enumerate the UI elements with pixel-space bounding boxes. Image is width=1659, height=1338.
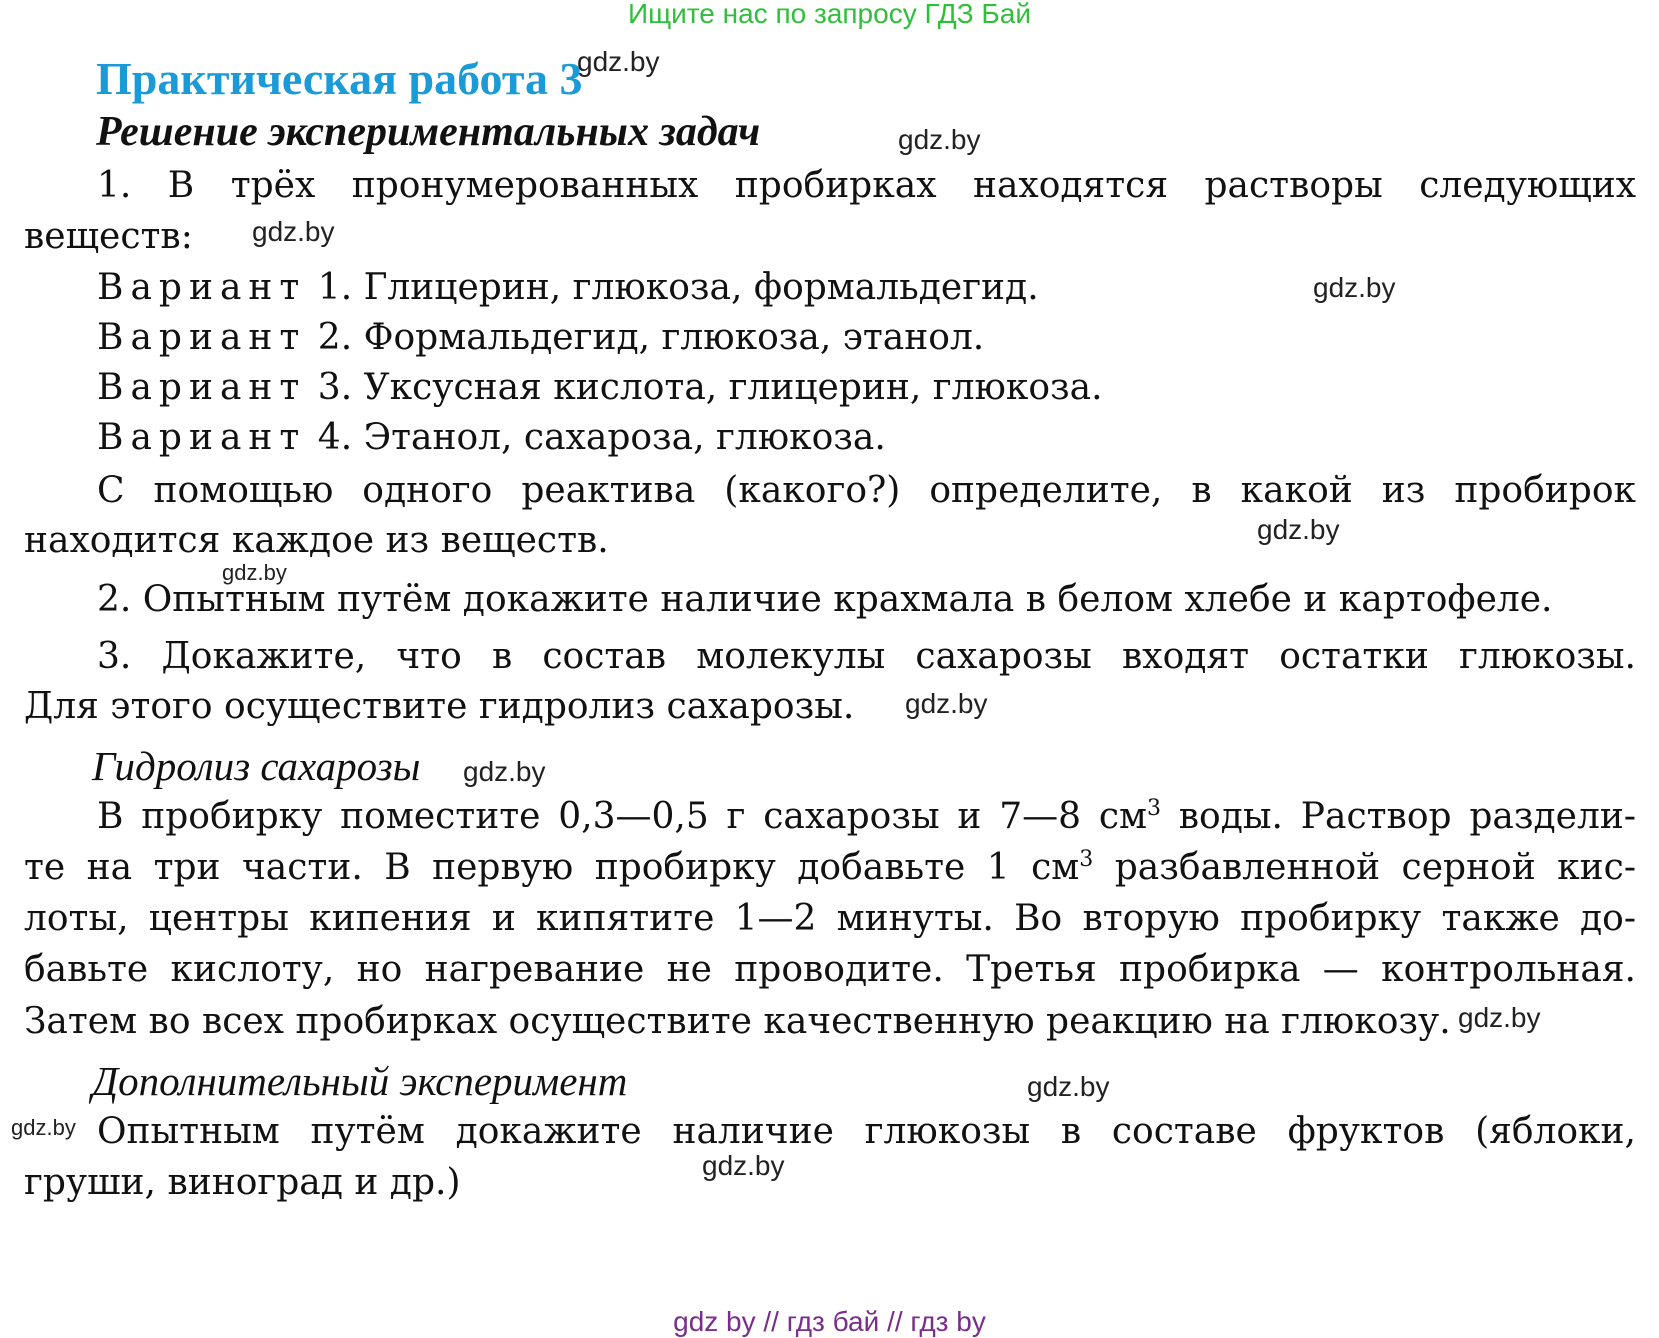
watermark: gdz.by bbox=[1313, 272, 1396, 303]
extra-line2: груши, виноград и др.) bbox=[24, 1162, 461, 1203]
variant-2 bbox=[97, 316, 1636, 360]
extra-line1: Опытным путём докажите наличие глюкозы в составе фруктов (яблоки, bbox=[97, 1111, 1636, 1152]
variant-4-label: Вариант bbox=[97, 417, 307, 458]
watermark: gdz.by bbox=[702, 1150, 785, 1181]
watermark: gdz.by bbox=[252, 216, 335, 247]
watermark: gdz.by bbox=[1458, 1002, 1541, 1033]
footer-links: gdz by // гдз бай // гдз by bbox=[673, 1306, 986, 1337]
variant-2-text: 2. Формальдегид, глюкоза, этанол. bbox=[317, 317, 985, 358]
hydrolysis-heading: Гидролиз сахарозы bbox=[92, 743, 421, 789]
variant-4-text: 4. Этанол, сахароза, глюкоза. bbox=[317, 417, 886, 458]
variant-4 bbox=[97, 416, 1636, 460]
watermark: gdz.by bbox=[1027, 1071, 1110, 1102]
hydrolysis-line1-sup: 3 bbox=[1146, 796, 1161, 821]
task1-question-line1: С помощью одного реактива (какого?) определите, в какой из пробирок bbox=[97, 470, 1636, 511]
variant-3 bbox=[97, 366, 1636, 410]
watermark: gdz.by bbox=[1257, 514, 1340, 545]
hydrolysis-line2-sup: 3 bbox=[1079, 847, 1094, 872]
hydrolysis-line3: лоты, центры кипения и кипятите 1—2 минуты. Во вторую пробирку также до- bbox=[24, 898, 1636, 939]
task2-text: 2. Опытным путём докажите наличие крахмала в белом хлебе и картофеле. bbox=[97, 579, 1553, 620]
hydrolysis-line1-a: В пробирку поместите 0,3—0,5 г сахарозы и 7—8 см bbox=[97, 796, 1147, 837]
search-banner: Ищите нас по запросу ГДЗ Бай bbox=[627, 0, 1032, 29]
watermark: gdz.by bbox=[577, 46, 660, 77]
page-subtitle: Решение экспериментальных задач bbox=[96, 109, 761, 155]
hydrolysis-line1-b: воды. Раствор раздели- bbox=[1160, 796, 1636, 837]
watermark: gdz.by bbox=[11, 1115, 76, 1140]
task1-line1: 1. В трёх пронумерованных пробирках находятся растворы следующих bbox=[97, 165, 1636, 206]
variant-3-label: Вариант bbox=[97, 367, 307, 408]
hydrolysis-line2-a: те на три части. В первую пробирку добавьте 1 см bbox=[24, 847, 1080, 888]
hydrolysis-line4: бавьте кислоту, но нагревание не проводите. Третья пробирка — контрольная. bbox=[24, 949, 1636, 990]
watermark: gdz.by bbox=[898, 124, 981, 155]
task1-line2: веществ: bbox=[24, 216, 193, 257]
watermark: gdz.by bbox=[222, 560, 287, 585]
page-title: Практическая работа 3 bbox=[96, 53, 583, 104]
variant-1-text: 1. Глицерин, глюкоза, формальдегид. bbox=[317, 267, 1039, 308]
variant-1-label: Вариант bbox=[97, 267, 307, 308]
hydrolysis-line5: Затем во всех пробирках осуществите качественную реакцию на глюкозу. bbox=[24, 1001, 1451, 1042]
variant-1 bbox=[97, 266, 1636, 310]
task3-line1: 3. Докажите, что в состав молекулы сахарозы входят остатки глюкозы. bbox=[97, 636, 1636, 677]
variant-3-text: 3. Уксусная кислота, глицерин, глюкоза. bbox=[317, 367, 1103, 408]
variant-2-label: Вариант bbox=[97, 317, 307, 358]
extra-heading: Дополнительный эксперимент bbox=[92, 1058, 628, 1104]
hydrolysis-line2 bbox=[24, 846, 1636, 890]
task3-line2: Для этого осуществите гидролиз сахарозы. bbox=[24, 686, 855, 727]
task1-question-line2: находится каждое из веществ. bbox=[24, 520, 609, 561]
hydrolysis-line1 bbox=[97, 795, 1636, 839]
hydrolysis-line2-b: разбавленной серной кис- bbox=[1093, 847, 1636, 888]
watermark: gdz.by bbox=[463, 756, 546, 787]
watermark: gdz.by bbox=[905, 688, 988, 719]
